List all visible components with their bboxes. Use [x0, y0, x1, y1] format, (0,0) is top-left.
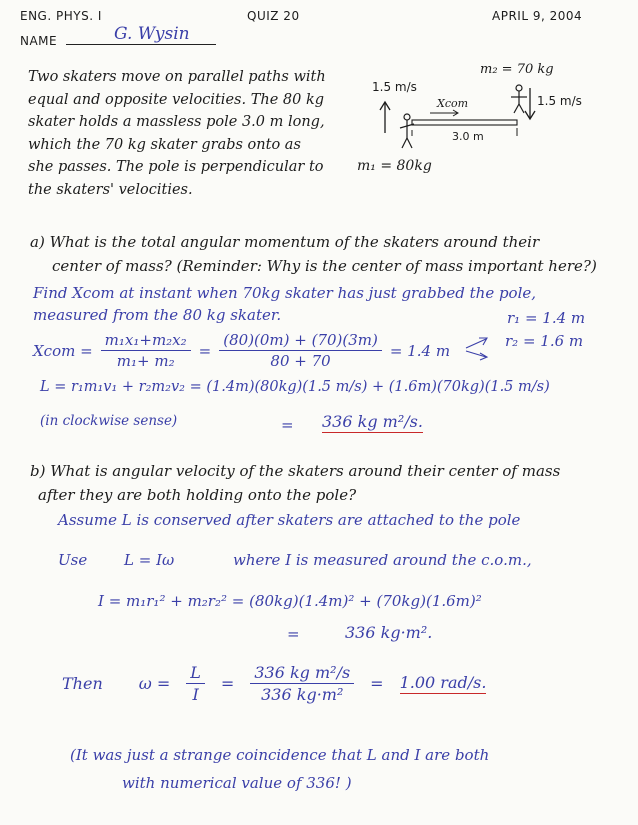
L-equals: =	[281, 416, 294, 434]
assume-text: Assume L is conserved after skaters are attached to the pole	[58, 511, 521, 529]
xcom-equation: Xcom = $\frac{\text{m₁x₁+m₂x₂}}{\text{m₁+ m₂}}$ = $\frac{(80)(0m) + (70)(3m)}{80 + 70}$ = 1.4 m	[33, 331, 451, 370]
date-label: APRIL 9, 2004	[492, 9, 583, 23]
skater-1-figure	[404, 114, 410, 120]
part-a-line: a) What is the total angular momentum of the skaters around their	[30, 233, 540, 251]
angular-momentum-equation: L = r₁m₁v₁ + r₂m₂v₂ = (1.4m)(80kg)(1.5 m/s) + (1.6m)(70kg)(1.5 m/s)	[40, 379, 550, 395]
xcom-substitution-fraction: $\frac{(80)(0m) + (70)(3m)}{80 + 70}$	[219, 331, 382, 370]
part-b-line: after they are both holding onto the pole?	[38, 486, 357, 504]
skater-2-figure	[516, 85, 522, 91]
xcom-result: = 1.4 m	[389, 341, 451, 360]
problem-line: equal and opposite velocities. The 80 kg	[28, 91, 325, 108]
clockwise-note: (in clockwise sense)	[40, 413, 178, 429]
v2-label: 1.5 m/s	[537, 94, 582, 108]
omega-equation: Then ω = $\frac{L}{I}$ = $\frac{\text{336 kg m²/s}}{\text{336 kg·m²}}$ = 1.00 rad/s.	[62, 663, 487, 704]
r1-value: r₁ = 1.4 m	[507, 309, 586, 327]
part-b-question	[30, 459, 560, 507]
student-name: G. Wysin	[114, 24, 190, 44]
course-label: ENG. PHYS. I	[20, 9, 102, 23]
name-label: NAME	[20, 34, 58, 48]
problem-line: the skaters' velocities.	[28, 181, 193, 198]
part-b-line: b) What is angular velocity of the skaters around their center of mass	[30, 462, 561, 480]
length-label: 3.0 m	[452, 130, 484, 143]
moment-of-inertia-equation: I = m₁r₁² + m₂r₂² = (80kg)(1.4m)² + (70kg)(1.6m)²	[98, 592, 482, 610]
find-xcom-text: Find Xcom at instant when 70kg skater has just grabbed the pole, measured from the 80 kg skater.	[33, 284, 537, 324]
where-text: where I is measured around the c.o.m.,	[233, 551, 532, 569]
v1-label: 1.5 m/s	[372, 80, 417, 94]
xcom-formula-fraction: $\frac{\text{m₁x₁+m₂x₂}}{\text{m₁+ m₂}}$	[101, 331, 191, 370]
L-over-I-fraction: $\frac{L}{I}$	[186, 663, 205, 704]
quiz-label: QUIZ 20	[247, 9, 300, 23]
I-equals: =	[287, 625, 300, 643]
m1-label: m₁ = 80kg	[357, 158, 432, 174]
use-equation: L = Iω	[124, 551, 175, 569]
m2-label: m₂ = 70 kg	[480, 62, 554, 77]
part-a-line: center of mass? (Reminder: Why is the center of mass important here?)	[52, 257, 597, 275]
problem-line: she passes. The pole is perpendicular to	[28, 159, 324, 175]
coincidence-note: (It was just a strange coincidence that L and I are both with numerical value of 336! )	[70, 746, 490, 792]
use-label: Use	[58, 551, 88, 569]
xcom-label: Xcom	[437, 97, 469, 110]
problem-line: skater holds a massless pole 3.0 m long,	[28, 114, 325, 130]
I-value: 336 kg·m².	[345, 623, 433, 642]
L-answer: 336 kg m²/s.	[322, 412, 423, 431]
pole	[412, 120, 517, 125]
omega-substitution-fraction: $\frac{\text{336 kg m²/s}}{\text{336 kg·m²}}$	[250, 663, 354, 704]
part-a-question	[30, 230, 597, 278]
problem-line: Two skaters move on parallel paths with	[28, 69, 326, 85]
r2-value: r₂ = 1.6 m	[505, 332, 584, 350]
omega-answer: 1.00 rad/s.	[399, 673, 487, 692]
problem-line: which the 70 kg skater grabs onto as	[28, 136, 301, 153]
